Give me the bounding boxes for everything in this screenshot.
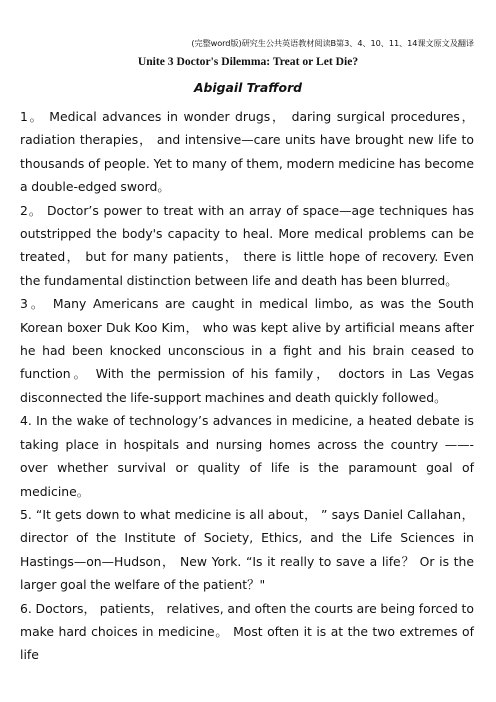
- paragraph: 5. “It gets down to what medicine is all about， ” says Daniel Callahan， director of the Institute of Society, Ethics, and the Life Sciences in Hastings—on—Hudson， New York. “Is it really to save a life？ Or is the larger goal the welfare of the patient？": [20, 506, 474, 593]
- paragraph: 6. Doctors， patients， relatives, and often the courts are being forced to make hard choices in medicine。 Most often it is at the two extremes of life: [20, 600, 474, 663]
- paragraph: 3。 Many Americans are caught in medical limbo, as was the South Korean boxer Duk Koo Kim， who was kept alive by artificial means after he had been knocked unconscious in a fight and his brain ceased to function。 With the permission of his family， doctors in Las Vegas disconnected the life-support machines and death quickly followed。: [20, 296, 474, 405]
- paragraph: 2。 Doctor’s power to treat with an array of space—age techniques has outstripped the body's capacity to heal. More medical problems can be treated， but for many patients， there is little hope of recovery. Even the fundamental distinction between life and death has been blurred。: [20, 202, 474, 288]
- document-title: Unite 3 Doctor's Dilemma: Treat or Let Die?: [137, 55, 359, 68]
- paragraph: 1。 Medical advances in wonder drugs， daring surgical procedures，radiation therapies， and intensive—care units have brought new life to thousands of people. Yet to many of them, modern medicine has become a double-edged sword。: [20, 109, 474, 195]
- page-header: (完整word版)研究生公共英语教材阅读B第3、4、10、11、14课文原文及翻译: [191, 38, 474, 48]
- paragraph: 4. In the wake of technology’s advances in medicine, a heated debate is taking place in hospitals and nursing homes across the country ——- over whether survival or quality of life is the paramount goal of medicine。: [20, 413, 474, 499]
- document-body: [20, 105, 474, 667]
- document-author: Abigail Trafford: [193, 80, 303, 95]
